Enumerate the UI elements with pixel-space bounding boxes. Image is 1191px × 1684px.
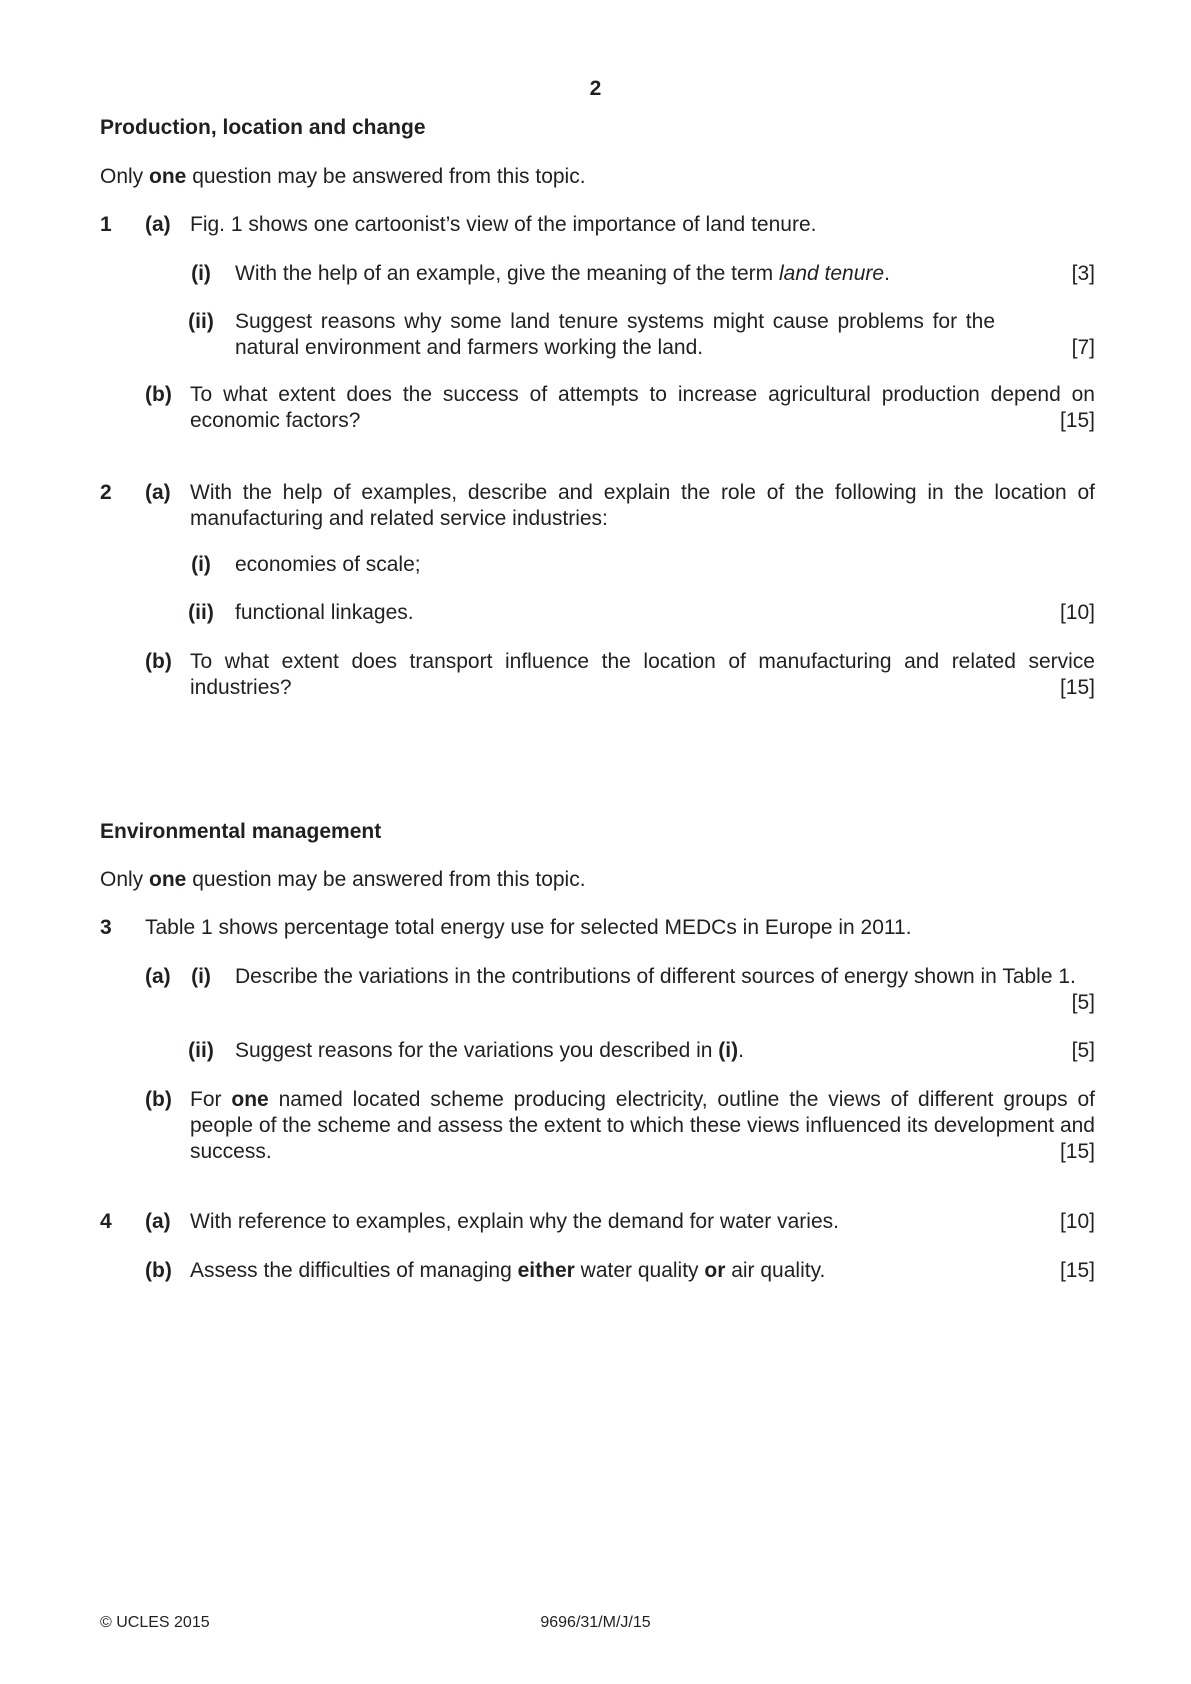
question-text: Fig. 1 shows one cartoonist’s view of the importance of land tenure. bbox=[190, 213, 817, 236]
marks: [5] bbox=[1071, 991, 1095, 1014]
intro-bold: one bbox=[149, 868, 187, 891]
marks: [7] bbox=[1071, 336, 1095, 359]
question-text: To what extent does transport influence the location of manufacturing and related service industries? bbox=[190, 650, 1095, 699]
marks: [5] bbox=[1071, 1039, 1095, 1062]
question-text-part: For bbox=[190, 1088, 232, 1111]
intro-text: Only bbox=[100, 165, 150, 188]
question-text-part: water quality bbox=[574, 1259, 705, 1282]
question-text-part: named located scheme producing electricity, outline the views of different groups of people of the scheme and assess the extent to which these views influenced its development and success. bbox=[190, 1088, 1095, 1163]
intro-text: question may be answered from this topic. bbox=[186, 868, 586, 891]
intro-text: question may be answered from this topic. bbox=[186, 165, 586, 188]
footer-copyright: © UCLES 2015 bbox=[100, 1614, 210, 1631]
marks: [3] bbox=[1071, 262, 1095, 285]
bold-word: either bbox=[517, 1259, 575, 1282]
question-text-part: . bbox=[738, 1039, 744, 1062]
intro-text: Only bbox=[100, 868, 150, 891]
subpart-label: (i) bbox=[191, 262, 211, 285]
section-intro bbox=[100, 867, 586, 893]
part-label: (a) bbox=[145, 481, 171, 504]
page-number: 2 bbox=[589, 77, 602, 100]
part-label: (a) bbox=[145, 1210, 171, 1233]
subpart-label: (ii) bbox=[188, 310, 214, 333]
bold-word: one bbox=[231, 1088, 269, 1111]
part-label: (b) bbox=[145, 1259, 172, 1282]
part-label: (a) bbox=[145, 213, 171, 236]
marks: [10] bbox=[1059, 601, 1095, 624]
marks: [15] bbox=[1059, 1259, 1095, 1282]
subpart-label: (ii) bbox=[188, 601, 214, 624]
marks: [15] bbox=[1059, 409, 1095, 432]
section-intro bbox=[100, 164, 586, 190]
subpart-label: (ii) bbox=[188, 1039, 214, 1062]
part-label: (b) bbox=[145, 1088, 172, 1111]
question-text-part: Suggest reasons for the variations you described in bbox=[235, 1039, 719, 1062]
section-heading: Production, location and change bbox=[100, 116, 426, 139]
question-text: Suggest reasons why some land tenure systems might cause problems for the natural environment and farmers working the land. bbox=[235, 310, 995, 359]
question-number: 4 bbox=[100, 1210, 112, 1233]
footer-paper-code: 9696/31/M/J/15 bbox=[540, 1614, 651, 1631]
part-label: (a) bbox=[145, 965, 171, 988]
question-number: 1 bbox=[100, 213, 112, 236]
question-number: 2 bbox=[100, 481, 112, 504]
question-text-part: air quality. bbox=[725, 1259, 826, 1282]
question-stem: Table 1 shows percentage total energy use for selected MEDCs in Europe in 2011. bbox=[145, 916, 912, 939]
question-text bbox=[235, 261, 1095, 287]
question-text bbox=[190, 1087, 1095, 1165]
question-text bbox=[235, 1038, 1095, 1064]
bold-word: or bbox=[704, 1259, 726, 1282]
question-text: functional linkages. bbox=[235, 601, 414, 624]
question-text: economies of scale; bbox=[235, 553, 421, 576]
subpart-label: (i) bbox=[191, 553, 211, 576]
question-text-part: With the help of an example, give the meaning of the term bbox=[235, 262, 779, 285]
marks: [15] bbox=[1059, 1140, 1095, 1163]
intro-bold: one bbox=[149, 165, 187, 188]
question-text: With the help of examples, describe and explain the role of the following in the location of manufacturing and related service industries: bbox=[190, 481, 1095, 530]
question-text: Describe the variations in the contributions of different sources of energy shown in Table 1. bbox=[235, 965, 1076, 988]
question-text: To what extent does the success of attempts to increase agricultural production depend on economic factors? bbox=[190, 383, 1095, 432]
part-label: (b) bbox=[145, 383, 172, 406]
subpart-label: (i) bbox=[191, 965, 211, 988]
part-label: (b) bbox=[145, 650, 172, 673]
bold-ref: (i) bbox=[718, 1039, 739, 1062]
question-text: With reference to examples, explain why the demand for water varies. bbox=[190, 1210, 839, 1233]
question-text bbox=[190, 1258, 1095, 1284]
marks: [15] bbox=[1059, 676, 1095, 699]
italic-term: land tenure bbox=[778, 262, 885, 285]
question-text-part: Assess the difficulties of managing bbox=[190, 1259, 518, 1282]
marks: [10] bbox=[1059, 1210, 1095, 1233]
section-heading: Environmental management bbox=[100, 820, 382, 843]
question-number: 3 bbox=[100, 916, 112, 939]
question-text-part: . bbox=[884, 262, 890, 285]
